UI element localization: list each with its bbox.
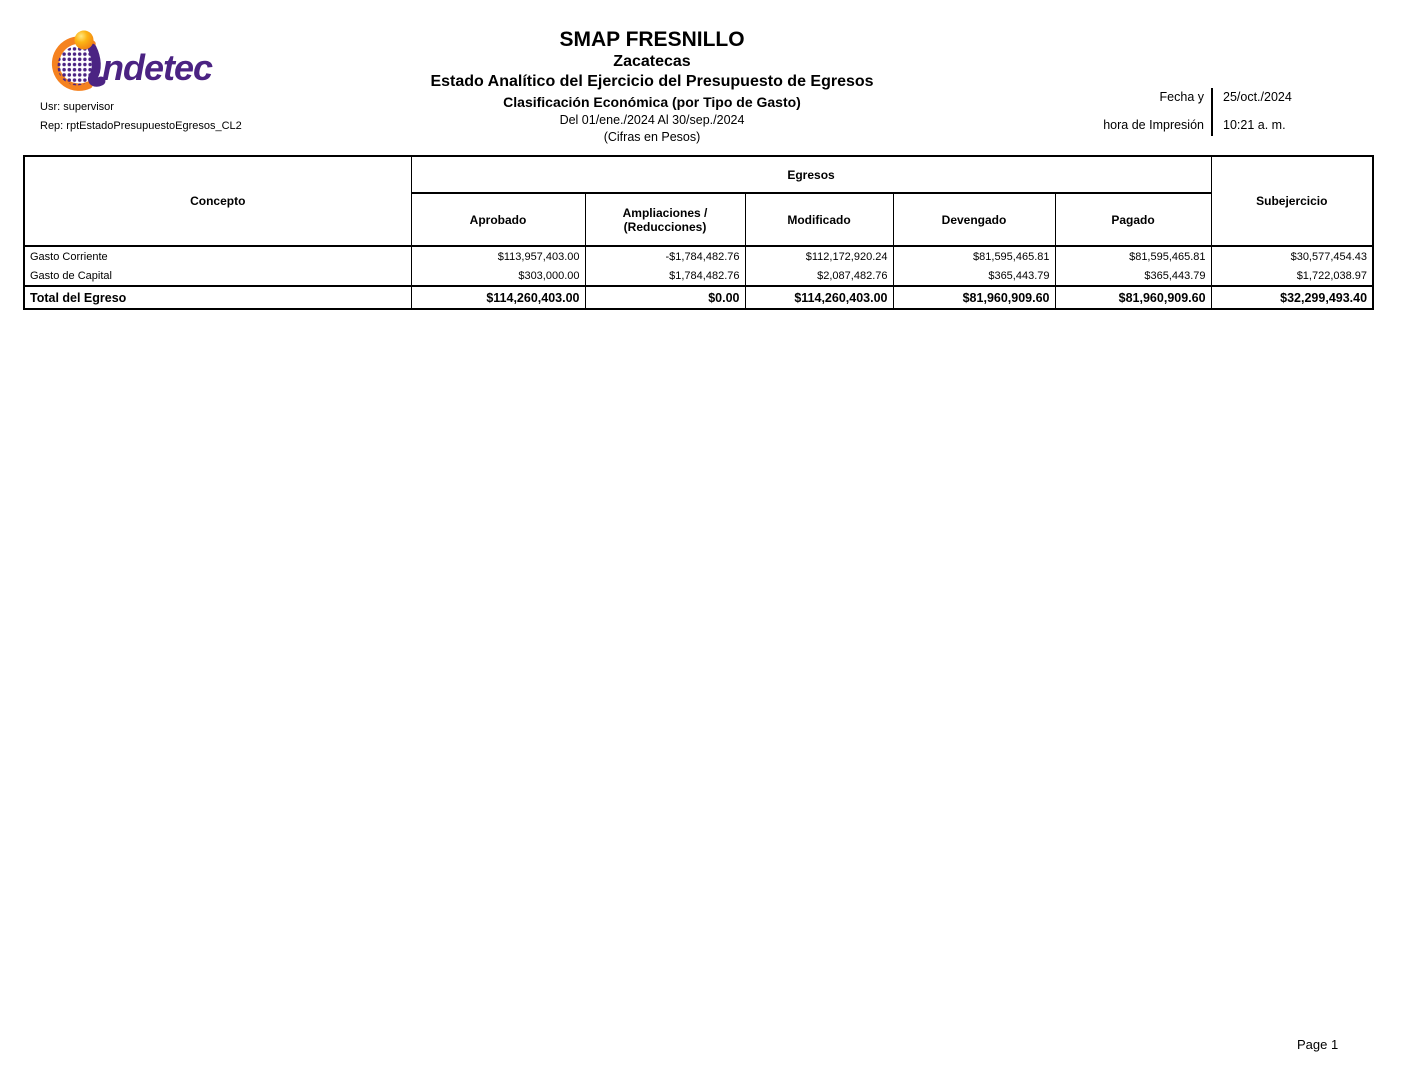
cell-devengado: $365,443.79: [893, 266, 1055, 286]
org-title: SMAP FRESNILLO: [559, 28, 745, 51]
units-label: (Cifras en Pesos): [603, 130, 701, 144]
cell-modificado: $112,172,920.24: [745, 246, 893, 266]
logo-text: ndetec: [102, 47, 213, 88]
cell-aprobado: $303,000.00: [411, 266, 585, 286]
col-header-modificado: Modificado: [745, 193, 893, 246]
print-time-label: hora de Impresión: [1103, 118, 1204, 132]
cell-concepto: Gasto Corriente: [24, 246, 411, 266]
cell-pagado: $365,443.79: [1055, 266, 1211, 286]
title-block: [252, 28, 1052, 145]
i-dot-ball: [75, 31, 94, 50]
total-row: [24, 286, 1373, 309]
period-label: Del 01/ene./2024 Al 30/sep./2024: [559, 113, 745, 127]
col-header-ampliaciones-line2: (Reducciones): [623, 219, 707, 234]
table-row-gasto-capital: [24, 266, 1373, 286]
indetec-logo: [36, 26, 221, 92]
cell-concepto: Gasto de Capital: [24, 266, 411, 286]
print-time-value: 10:21 a. m.: [1223, 118, 1286, 132]
cell-aprobado: $113,957,403.00: [411, 246, 585, 266]
table-row-gasto-corriente: [24, 246, 1373, 266]
indetec-logo-icon: [36, 26, 221, 92]
state-title: Zacatecas: [613, 53, 691, 70]
cell-ampliaciones: -$1,784,482.76: [585, 246, 745, 266]
print-info-values: [1213, 88, 1292, 136]
report-id-label: Rep: rptEstadoPresupuestoEgresos_CL2: [40, 120, 242, 132]
user-label: Usr: supervisor: [40, 101, 114, 113]
total-devengado: $81,960,909.60: [893, 286, 1055, 309]
budget-table: [23, 155, 1374, 310]
total-aprobado: $114,260,403.00: [411, 286, 585, 309]
col-header-ampliaciones-line1: Ampliaciones /: [622, 205, 708, 220]
cell-modificado: $2,087,482.76: [745, 266, 893, 286]
page-number: Page 1: [1297, 1037, 1339, 1052]
cell-devengado: $81,595,465.81: [893, 246, 1055, 266]
col-header-devengado: Devengado: [893, 193, 1055, 246]
cell-subejercicio: $30,577,454.43: [1211, 246, 1373, 266]
total-modificado: $114,260,403.00: [745, 286, 893, 309]
total-subejercicio: $32,299,493.40: [1211, 286, 1373, 309]
report-title: Estado Analítico del Ejercicio del Presupuesto de Egresos: [430, 73, 874, 90]
col-header-pagado: Pagado: [1055, 193, 1211, 246]
total-ampliaciones: $0.00: [585, 286, 745, 309]
cell-pagado: $81,595,465.81: [1055, 246, 1211, 266]
concepto-header: Concepto: [24, 156, 411, 246]
cell-ampliaciones: $1,784,482.76: [585, 266, 745, 286]
total-label: Total del Egreso: [24, 286, 411, 309]
col-header-ampliaciones: [585, 193, 745, 246]
classification-title: Clasificación Económica (por Tipo de Gasto): [503, 94, 801, 110]
print-info: [1098, 88, 1292, 136]
total-pagado: $81,960,909.60: [1055, 286, 1211, 309]
print-info-labels: [1098, 88, 1211, 136]
cell-subejercicio: $1,722,038.97: [1211, 266, 1373, 286]
print-date-label: Fecha y: [1159, 90, 1204, 104]
print-date-value: 25/oct./2024: [1223, 90, 1292, 104]
col-header-aprobado: Aprobado: [411, 193, 585, 246]
egresos-header: Egresos: [411, 156, 1211, 193]
header-row-group: [24, 156, 1373, 193]
subejercicio-header: Subejercicio: [1211, 156, 1373, 246]
i-stem: [92, 48, 101, 82]
